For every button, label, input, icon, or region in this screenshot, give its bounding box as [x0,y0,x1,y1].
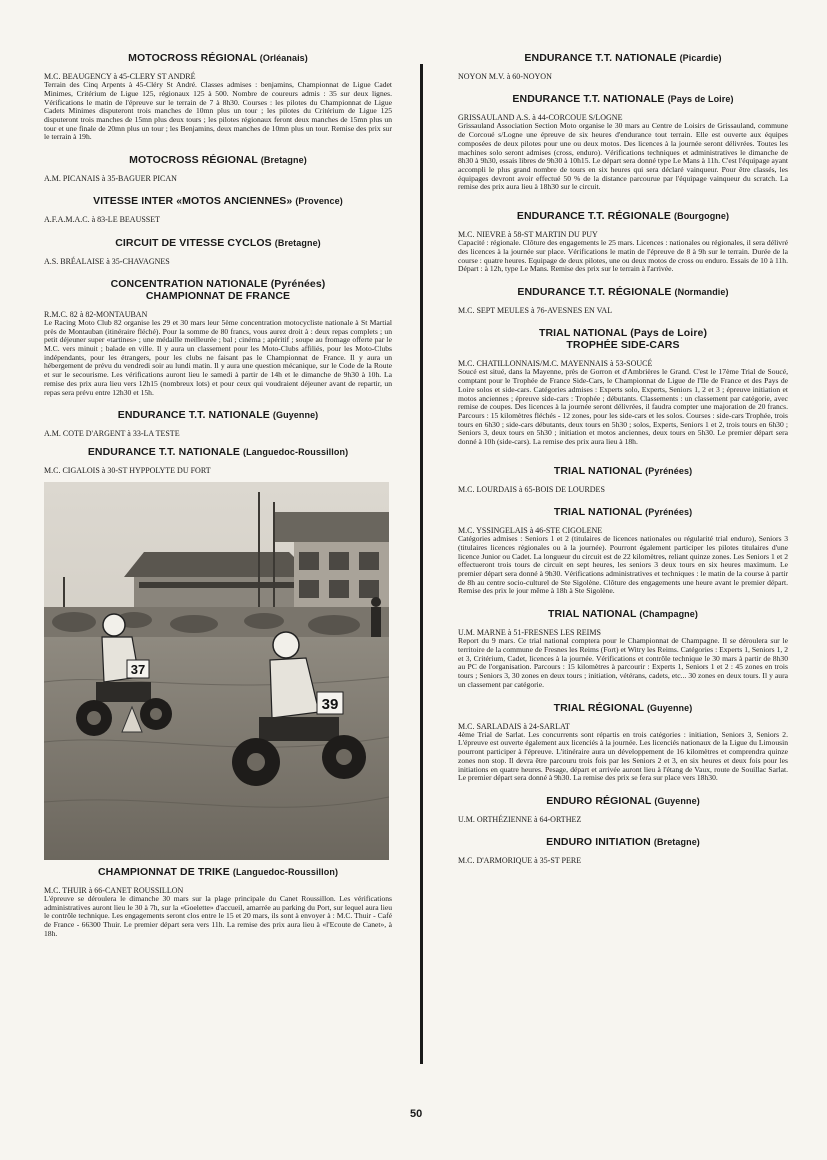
section-body: Grissauland Association Section Moto organise le 30 mars au Centre de Loisirs de Grissauland, commune de Corcoué s/Logne une épreuve de six heures d'endurance tout terrain. Elle est ouverte aux équipes composées de deux pilotes pour une ou deux motos. Des licences à la journée seront délivrées. Toutes les machines solo seront admises (cross, enduro). Vérifications techniques et administratives le dimanche de 8h30 à 9h30, essais libres de 9h30 à 10h15. Le départ sera donné type Le Mans à 11h. C'est l'équipage ayant accompli le plus grand nombre de tours en six heures qui sera déclaré vainqueur. Pour être classés, les équipages devront avoir effectué 50 % de la distance parcourue par l'équipage vainqueur du scratch. La remise des prix aura lieu à 18h30 sur le circuit. [458,121,788,192]
section-body: L'épreuve se déroulera le dimanche 30 mars sur la plage principale du Canet Roussillon. Les vérifications administratives auront lieu le 30 à 7h, sur la «Goelette» d'accueil, amarrée au parking du Port, sur lequel aura lieu le contrôle technique. Les engagements seront clos entre le 15 et 20 mars, ils sont à envoyer à : M.C. Thuir - Café de France - 66300 Thuir. Le premier départ sera vers 11h. La remise des prix aura lieu à «l'Ecoute de Canet», à 18h. [44,893,392,938]
section-motocross-bretagne [44,154,392,183]
section-championnat-trike [44,866,392,939]
right-column [458,52,788,865]
section-title: ENDURANCE T.T. NATIONALE (Guyenne) [117,409,319,422]
section-trial-ste-cigolene [458,506,788,596]
club-name: M.C. NIEVRE à 58-ST MARTIN DU PUY [458,230,598,240]
club-name: R.M.C. 82 à 82-MONTAUBAN [44,309,148,319]
section-title: CONCENTRATION NATIONALE (Pyrénées) CHAMPIONNAT DE FRANCE [110,277,326,302]
club-name: A.M. COTE D'ARGENT à 33-LA TESTE [44,429,180,439]
section-title: VITESSE INTER «MOTOS ANCIENNES» (Provence) [93,195,343,208]
section-trial-side-cars [458,327,788,447]
club-name: M.C. YSSINGELAIS à 46-STE CIGOLENE [458,525,603,535]
page-number: 50 [410,1108,423,1120]
club-name: GRISSAULAND A.S. à 44-CORCOUE S/LOGNE [458,113,623,123]
club-name: M.C. D'ARMORIQUE à 35-ST PERE [458,856,582,866]
club-name: M.C. SARLADAIS à 24-SARLAT [458,721,570,731]
section-title: ENDURANCE T.T. RÉGIONALE (Normandie) [517,286,729,299]
section-endurance-picardie [458,52,788,81]
section-title: TRIAL NATIONAL (Pyrénées) [553,464,693,477]
section-title: TRIAL NATIONAL (Pyrénées) [553,505,693,518]
club-name: M.C. THUIR à 66-CANET ROUSSILLON [44,885,184,895]
club-name: U.M. MARNE à 51-FRESNES LES REIMS [458,628,601,638]
section-endurance-guyenne [44,409,392,438]
section-endurance-languedoc [44,446,392,475]
section-title: TRIAL NATIONAL (Pays de Loire) TROPHÉE SIDE-CARS [538,327,708,352]
section-title: ENDURO RÉGIONAL (Guyenne) [546,794,700,807]
club-name: U.M. ORTHÉZIENNE à 64-ORTHEZ [458,814,582,824]
race-plate-right: 39 [321,695,339,713]
section-title: CHAMPIONNAT DE TRIKE (Languedoc-Roussillon) [97,865,339,878]
club-name: A.M. PICANAIS à 35-BAGUER PICAN [44,174,177,184]
section-title: ENDURANCE T.T. NATIONALE (Pays de Loire) [512,93,734,106]
section-body: Le Racing Moto Club 82 organise les 29 et 30 mars leur 5ème concentration motocycliste nationale à St Martial près de Montauban (itinéraire fléché). Pour la somme de 80 francs, vous aurez droit à : deux repas complets ; un petit déjeuner super «tartines» ; une médaille meilleurée ; bal ; cinéma ; apéritif ; soupe au fromage offerte par le M.C. vers minuit ; balade en ville. Il y aura un classement pour les Moto-Clubs affiliés, pour les Moto-Clubs indépendants, pour les étrangers, pour les clubs ne faisant pas le Championnat de France. Il y aura un hébergement de prévu du vendredi soir au lundi matin. Il y aura une question mécanique, sur le Code de la Route et sur le secourisme. Les vérifications auront lieu le samedi à partir de 14h et le dimanche de 9h30 à 10h. La remise des prix aura lieu vers 12h15 (nombreux lots) et pour ceux qui voudraient déjeuner avant de repartir, un repas sera prévu entre 12h30 et 15h. [44,317,392,397]
section-enduro-initiation [458,836,788,865]
section-vitesse-provence [44,195,392,224]
section-trial-champagne [458,608,788,689]
club-name: M.C. CHATILLONNAIS/M.C. MAYENNAIS à 53-SOUCÉ [458,359,653,369]
section-body: Terrain des Cinq Arpents à 45-Cléry St André. Classes admises : benjamins, Championnat de Ligue Cadet Minimes, Critérium de Ligue 125, régionaux 125 à 500. Nombre de coureurs admis : 35 sur deux lignes. Vérifications le matin de l'épreuve sur le terrain de 7 à 8h30. Courses : les pilotes du Championnat de Ligue Cadets Minimes disputeront trois manches de 10mn plus un tour ; les pilotes du Critérium de Ligue 125 disputeront trois manches de 15mn plus deux tours ; les pilotes régionaux feront deux manches de 15mn plus un tour et une finale de 20mn plus un tour ; les Benjamins, deux manches de 10mn plus un tour. Remise des prix sur le terrain à 19h. [44,80,392,142]
section-circuit-cyclos [44,237,392,266]
section-title: TRIAL RÉGIONAL (Guyenne) [553,701,693,714]
section-title: ENDURANCE T.T. NATIONALE (Languedoc-Roussillon) [87,446,349,459]
club-name: M.C. LOURDAIS à 65-BOIS DE LOURDES [458,484,605,494]
section-body: Report du 9 mars. Ce trial national comptera pour le Championnat de Champagne. Il se déroulera sur le territoire de la commune de Fresnes les Reims (Fort) et Witry les Reims. Catégories : Experts 1, Seniors 1, 2 et 3, Critérium, Cadet, licences à la journée. Vérifications et contrôle technique le 30 mars à partir de 8h30 au PC de l'organisation. Parcours : 15 kilomètres à parcourir : Experts 1, Seniors 1 et 2 : 45 zones en trois tours ; Seniors 3, 30 zones en deux tours ; initiation, vétérans, cadets, etc... 30 zones en deux tours. Il y aura un classement par catégorie. [458,636,788,689]
section-title: TRIAL NATIONAL (Champagne) [548,608,698,621]
section-trial-sarlat [458,702,788,783]
section-body: 4ème Trial de Sarlat. Les concurrents sont répartis en trois catégories : initiation, Seniors 3, Seniors 2. L'épreuve est ouverte également aux licenciés à la journée. Les licenciés nationaux de la Ligue du Limousin pourront participer à l'épreuve. L'itinéraire aura un développement de 16 kilomètres et comprendra quinze zones non stop. Il devra être parcouru trois fois par les Seniors 2 et 3, en six heures et deux fois pour les initiations en quatre heures. Pesage, départ et arrivée auront lieu à l'étang de Vaux, route de Souillac Sarlat. Le premier départ sera donné à 9h30. La remise des prix se fera sur place vers 18h30. [458,729,788,783]
club-name: M.C. CIGALOIS à 30-ST HYPPOLYTE DU FORT [44,466,211,476]
column-divider [420,64,423,1064]
club-name: M.C. BEAUGENCY à 45-CLERY ST ANDRÉ [44,72,196,81]
club-name: NOYON M.V. à 60-NOYON [458,72,552,81]
section-body: Catégories admises : Seniors 1 et 2 (titulaires de licences nationales ou régularité trial enduro), Seniors 3 (titulaires licences régionales ou à la journée). Pourront également participer les pilotes titulaires d'une licence Junior ou Cadet. La longueur du circuit est de 22 kilomètres, reliant quinze zones. Les Seniors 1 et 2 effectueront trois tours de circuit en sept heures, les seniors 3 deux tours en six heures maximum. Le premier départ sera donné à 9h30. Vérifications administratives et techniques : le matin de la course à partir de 8h au centre socio-culturel de Ste Sigolène. Clôture des engagements une heure avant le premier départ. Remise des prix le jour même à 18h à Ste Sigolène. [458,534,788,596]
club-name: A.F.A.M.A.C. à 83-LE BEAUSSET [44,215,161,225]
left-column [44,52,392,938]
section-endurance-pays-de-loire [458,93,788,192]
race-plate-left: 37 [130,661,146,677]
section-title: ENDURANCE T.T. RÉGIONALE (Bourgogne) [516,210,730,223]
section-motocross-orleanais [44,52,392,142]
section-title: MOTOCROSS RÉGIONAL (Orléanais) [128,52,308,64]
section-title: CIRCUIT DE VITESSE CYCLOS (Bretagne) [115,236,321,249]
section-endurance-normandie [458,286,788,315]
section-endurance-bourgogne [458,210,788,274]
section-title: MOTOCROSS RÉGIONAL (Bretagne) [129,154,307,167]
trike-race-photo [44,482,389,860]
section-body: Soucé est situé, dans la Mayenne, près de Gorron et d'Ambrières le Grand. C'est le 17ème Trial de Soucé, comptant pour le Trophée de France Side-Cars, le Championnat de Ligue de l'Ile de France et des Pays de Loire solos et side-cars. Catégories admises : Experts solo, Experts, Seniors 1, 2 et 3 ; épreuve initiation et motos anciennes ; épreuve side-cars : Trophée ; débutants. Classements : un classement par catégorie, avec remise de coupes. Des licences à la journée seront délivrées, il faudra compter une majoration de 20 francs. Parcours : 15 kilomètres fléchés - 12 zones, pour les side-cars et les solos. Courses : side-cars Trophée, trois tours en 6h30 ; side-cars débutants, deux tours en 5h30 ; solos, Experts, Seniors 1 et 2, trois tours en 6h30 ; Seniors 3, deux tours en 5h30 ; initiation et motos anciennes, deux tours en 5h30. Le premier départ sera donné à 10h (side-cars). La remise des prix aura lieu à 18h. [458,367,788,447]
section-title: ENDURO INITIATION (Bretagne) [546,836,700,849]
section-concentration-nationale [44,278,392,398]
club-name: A.S. BRÉALAISE à 35-CHAVAGNES [44,256,170,266]
club-name: M.C. SEPT MEULES à 76-AVESNES EN VAL [458,306,613,316]
section-body: Capacité : régionale. Clôture des engagements le 25 mars. Licences : nationales ou régionales, il sera délivré des licences à la journée sur place. Vérifications le matin de l'épreuve de 8 à 9h sur le terrain. Durée de la course : quatre heures. Equipage de deux pilotes, une ou deux motos de cross ou enduro. Essais de 10 à 11h. Départ : à 12h, type Le Mans. Remise des prix sur le terrain à l'arrivée. [458,238,788,274]
section-title: ENDURANCE T.T. NATIONALE (Picardie) [524,52,722,64]
spectator-figure [371,597,381,637]
section-trial-lourdes [458,465,788,494]
section-enduro-orthez [458,795,788,824]
